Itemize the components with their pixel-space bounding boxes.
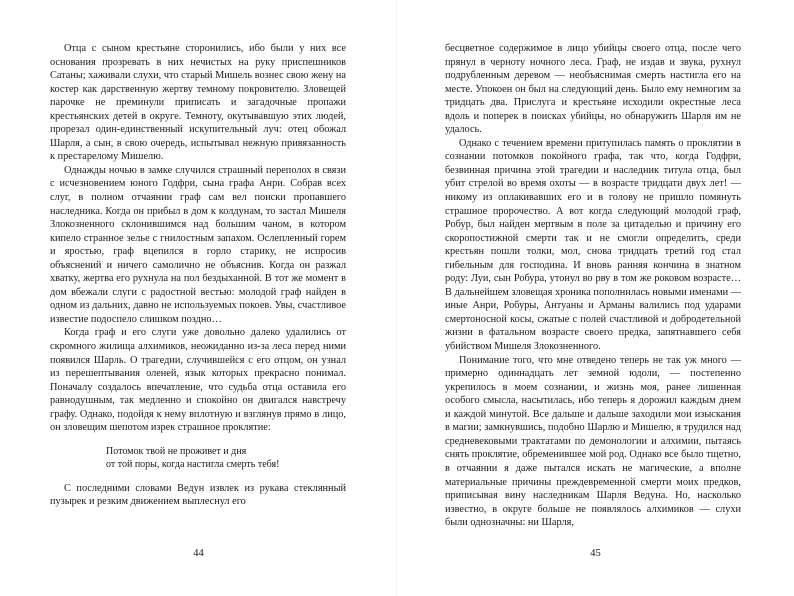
paragraph: Однажды ночью в замке случился страшный переполох в связи с исчезновением юного Годфри, сына графа Анри. Собрав всех слуг, в полном отчаянии граф сам вел поиски пропавшего наследника. Когда он прибыл в дом к колдунам, то застал Мишеля Злокозненного склонившимся над большим чаном, в котором кипело странное зелье с гнилостным запахом. Ослепленный горем и яростью, граф вцепился в горло старику, не испросив объяснений и ничего самолично не объяснив. Когда он разжал хватку, жертва его рухнула на пол бездыханной. В тот же момент в дом вбежали слуги с радостной вестью: молодой граф найден в одном из дальних, давно не используемых покоев. Увы, счастливое известие подоспело слишком поздно… — [50, 164, 346, 325]
paragraph: Понимание того, что мне отведено теперь не так уж много — примерно одиннадцать лет земной юдоли, — постепенно укрепилось в моем сознании, и жизнь моя, ранее лишенная особого смысла, насытилась, ибо теперь я дорожил каждым днем и каждой минутой. Все дальше и дальше заходили мои изыскания в магии; замкнувшись, подобно Шарлю и Мишелю, я трудился над средневековыми трактатами по демонологии и алхимии, пытаясь снять проклятие, обременившее мой род. Однако все было тщетно, в отчаянии я даже пытался искать не магические, а вполне материальные причины преждевременной смерти моих предков, приписывая вину наследникам Шарля Ведуна. Но, насколько известно, в округе больше не появлялось алхимиков — слухи были однозначны: ни Шарля, — [445, 354, 741, 529]
left-text-column — [50, 42, 346, 509]
paragraph: Отца с сыном крестьяне сторонились, ибо были у них все основания прозревать в них нечистых на руку приспешников Сатаны; хаживали слухи, что старый Мишель вознес свою жену на костер как дарственную жертву темному покровителю. Зловещей парочке не преминули приписать и загадочные пропажи крестьянских детей в округе. Темноту, окутывавшую этих людей, прорезал один-единственный искупительный луч: отец обожал Шарля, а сын, в свою очередь, испытывал нежную привязанность к престарелому Мишелю. — [50, 43, 346, 163]
right-page — [397, 0, 794, 596]
verse-block — [106, 445, 346, 472]
paragraph: бесцветное содержимое в лицо убийцы своего отца, после чего прянул в черноту ночного леса. Граф, не издав и звука, рухнул подрубленным деревом — необъяснимая смерть настигла его на месте. Упокоен он был на следующий день. Было ему немногим за тридцать два. Прислуга и крестьяне исходили окрестные леса вдоль и поперек в поисках убийцы, но обнаружить Шарля им не удалось. — [445, 43, 741, 136]
paragraph: Когда граф и его слуги уже довольно далеко удалились от скромного жилища алхимиков, неожиданно из-за леса перед ними появился Шарль. О трагедии, случившейся с его отцом, он узнал из перешептывания оленей, язык которых прекрасно понимал. Поначалу создалось впечатление, что судьба отца оставила его равнодушным, так медленно и спокойно он двигался навстречу графу. Однако, подойдя к нему вплотную и взглянув прямо в лицо, он зловещим шепотом изрек страшное проклятие: — [50, 327, 346, 434]
right-text-column — [445, 42, 741, 530]
paragraph: Однако с течением времени притупилась память о проклятии в сознании потомков покойного графа, так что, когда Годфри, безвинная причина этой трагедии и наследник титула отца, был убит стрелой во время охоты — в возрасте тридцати двух лет! — никому из оплакивавших его и в голову не пришло помянуть страшное пророчество. А вот когда следующий молодой граф, Робур, был найден мертвым в поле за цитаделью и причину его скоропостижной смерти так и не смогли определить, среди крестьян пошли толки, мол, снова тридцать третий год стал гибельным для господина. И вновь ранняя кончина в знатном роду: Луи, сын Робура, утонул во рву в том же роковом возрасте… В дальнейшем зловещая хроника пополнилась новыми именами — иные Анри, Робуры, Антуаны и Арманы валились под ударами смертоносной косы, сжатые с полей счастливой и добродетельной жизни в фатальном возрасте своего предка, запятнавшего себя убийством Мишеля Злокозненного. — [445, 137, 741, 353]
paragraph: С последними словами Ведун извлек из рукава стеклянный пузырек и резким движением выплеснул его — [50, 482, 346, 508]
page-number: 45 — [590, 548, 601, 559]
verse-line: Потомок твой не проживет и дня — [106, 445, 247, 457]
verse-line: от той поры, когда настигла смерть тебя! — [106, 459, 280, 471]
page-number: 44 — [193, 548, 204, 559]
